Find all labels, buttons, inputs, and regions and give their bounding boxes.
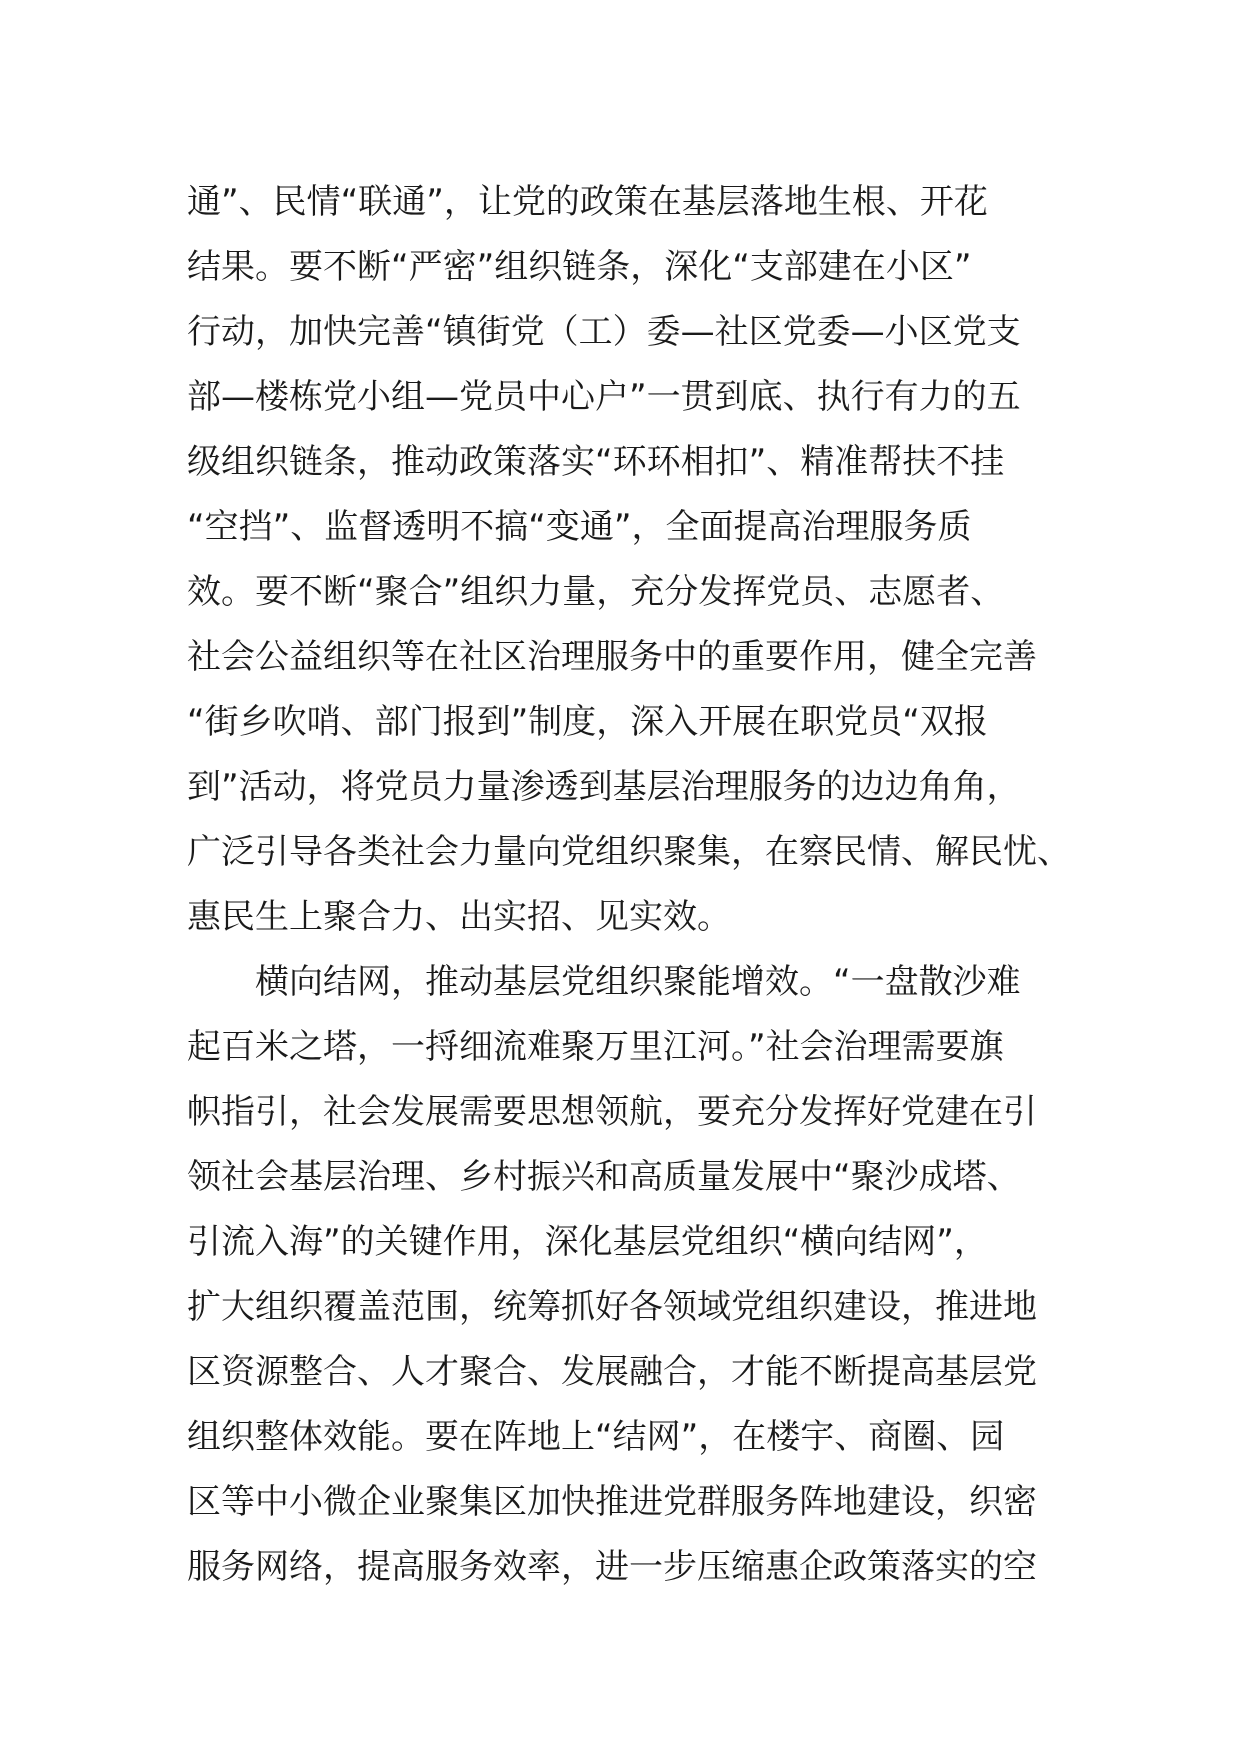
text-line: 到”活动，将党员力量渗透到基层治理服务的边边角角， [187,767,1021,807]
text-line: 通”、民情“联通”，让党的政策在基层落地生根、开花 [187,182,988,222]
text-line: “空挡”、监督透明不搞“变通”，全面提高治理服务质 [187,507,972,547]
text-line: 帜指引，社会发展需要思想领航，要充分发挥好党建在引 [187,1092,1037,1132]
text-line: 横向结网，推动基层党组织聚能增效。“一盘散沙难 [187,962,1021,1002]
text-line: 部—楼栋党小组—党员中心户”一贯到底、执行有力的五 [187,377,1021,417]
text-line: 级组织链条，推动政策落实“环环相扣”、精准帮扶不挂 [187,442,1005,482]
text-line: 区等中小微企业聚集区加快推进党群服务阵地建设，织密 [187,1482,1037,1522]
text-line: 效。要不断“聚合”组织力量，充分发挥党员、志愿者、 [187,572,1005,612]
text-line: 服务网络，提高服务效率，进一步压缩惠企政策落实的空 [187,1547,1037,1587]
text-line: 起百米之塔，一捋细流难聚万里江河。”社会治理需要旗 [187,1027,1004,1067]
text-line: 广泛引导各类社会力量向党组织聚集，在察民情、解民忧、 [187,832,1071,872]
text-line: 行动，加快完善“镇街党（工）委—社区党委—小区党支 [187,312,1021,352]
text-line: 引流入海”的关键作用，深化基层党组织“横向结网”， [187,1222,988,1262]
text-line: 组织整体效能。要在阵地上“结网”，在楼宇、商圈、园 [187,1417,1005,1457]
text-line: “街乡吹哨、部门报到”制度，深入开展在职党员“双报 [187,702,988,742]
text-line: 惠民生上聚合力、出实招、见实效。 [187,897,731,937]
text-line: 区资源整合、人才聚合、发展融合，才能不断提高基层党 [187,1352,1037,1392]
body-text [187,170,1071,1600]
text-line: 领社会基层治理、乡村振兴和高质量发展中“聚沙成塔、 [187,1157,1021,1197]
text-line: 扩大组织覆盖范围，统筹抓好各领域党组织建设，推进地 [187,1287,1037,1327]
text-line: 结果。要不断“严密”组织链条，深化“支部建在小区” [187,247,972,287]
text-line: 社会公益组织等在社区治理服务中的重要作用，健全完善 [187,637,1037,677]
